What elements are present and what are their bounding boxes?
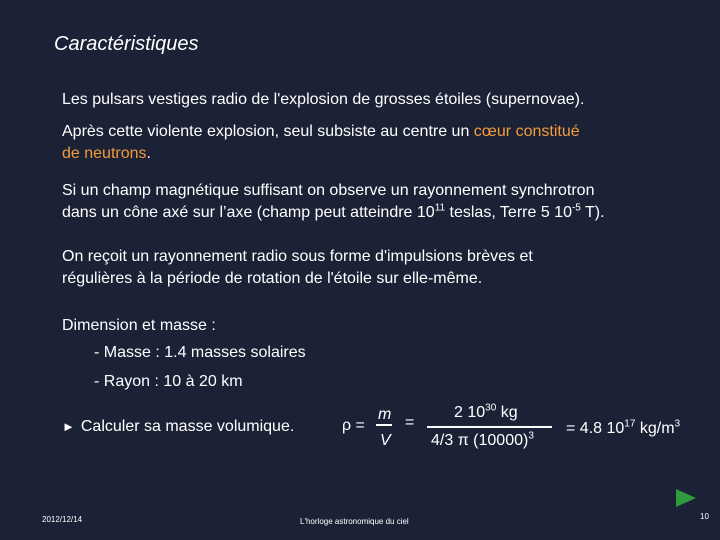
- numerator-base: 2 10: [454, 404, 486, 421]
- numerator-unit: kg: [496, 404, 518, 421]
- slide-title: Caractéristiques: [54, 33, 199, 55]
- magnetic-line2b: teslas, Terre 5 10: [445, 204, 572, 221]
- denominator-exp: 3: [528, 430, 534, 442]
- denominator: [431, 432, 534, 450]
- paragraph-magnetic: [62, 180, 702, 224]
- radio-line2: régulières à la période de rotation de l'étoile sur elle-même.: [62, 270, 483, 287]
- result-exp: 17: [624, 418, 636, 430]
- paragraph-explosion-text: Après cette violente explosion, seul subsiste au centre un: [62, 123, 474, 140]
- bullet-arrow-icon: ►: [62, 419, 75, 434]
- item-mass: - Masse : 1.4 masses solaires: [94, 344, 306, 361]
- radio-line1: On reçoit un rayonnement radio sous forme d'impulsions brèves et: [62, 248, 533, 265]
- highlight-neutrons: de neutrons: [62, 145, 147, 162]
- fraction-line-mv: [376, 424, 392, 426]
- footer-title: L'horloge astronomique du ciel: [300, 517, 409, 526]
- footer-date: 2012/12/14: [42, 515, 83, 524]
- magnetic-line2a: dans un cône axé sur l’axe (champ peut atteindre 10: [62, 204, 435, 221]
- result-unit-exp: 3: [674, 418, 681, 430]
- highlight-core: cœur constitué: [473, 123, 580, 140]
- calc-line: [62, 418, 294, 436]
- paragraph-dimension: Dimension et masse :: [62, 317, 216, 334]
- magnetic-exp1: 11: [434, 202, 446, 214]
- numerator: [454, 404, 518, 422]
- magnetic-exp2: -5: [571, 202, 581, 214]
- mass-symbol: m: [378, 406, 392, 423]
- magnetic-line1: Si un champ magnétique suffisant on observe un rayonnement synchrotron: [62, 182, 595, 199]
- calc-label: Calculer sa masse volumique.: [80, 418, 295, 435]
- paragraph-pulsars: Les pulsars vestiges radio de l'explosion de grosses étoiles (supernovae).: [62, 91, 585, 108]
- result: [566, 420, 680, 438]
- denominator-base: 4/3 π (10000): [431, 432, 529, 449]
- paragraph-explosion: [62, 121, 702, 165]
- item-radius: - Rayon : 10 à 20 km: [94, 373, 243, 390]
- equals-sign: =: [405, 414, 415, 431]
- paragraph-explosion-end: .: [146, 145, 151, 162]
- volume-symbol: V: [380, 432, 391, 449]
- result-unit: kg/m: [635, 420, 675, 437]
- magnetic-line2c: T).: [580, 204, 605, 221]
- result-base: = 4.8 10: [566, 420, 625, 437]
- page-number: 10: [700, 512, 709, 521]
- rho-symbol: ρ =: [342, 417, 365, 434]
- numerator-exp: 30: [485, 402, 497, 414]
- paragraph-radio: [62, 246, 702, 290]
- next-slide-button[interactable]: [676, 489, 696, 507]
- fraction-line-main: [427, 426, 552, 428]
